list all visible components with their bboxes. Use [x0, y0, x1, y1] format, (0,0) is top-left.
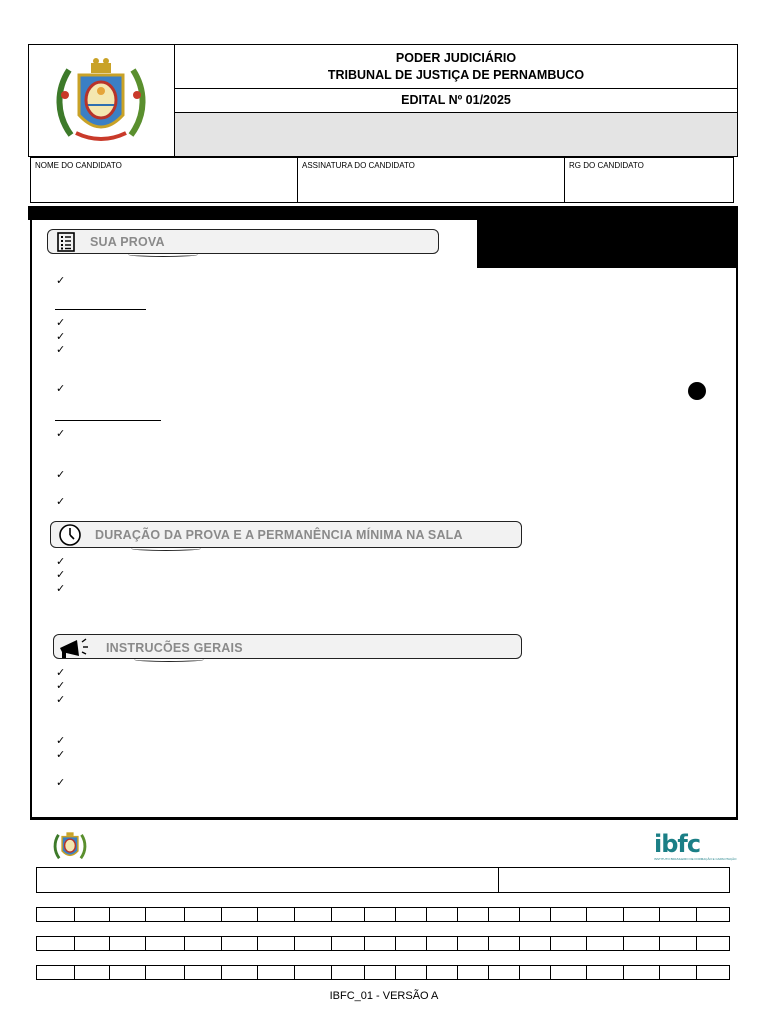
- grid-cell-divider: [488, 966, 489, 979]
- grid-cell-divider: [294, 908, 295, 921]
- ibfc-logo-text: ibfc: [654, 830, 701, 858]
- grid-cell-divider: [294, 966, 295, 979]
- section-tail: [131, 546, 201, 551]
- section-tail: [128, 252, 198, 257]
- section-duracao: [50, 521, 522, 548]
- check-icon: ✓: [56, 428, 66, 440]
- check-icon: ✓: [56, 680, 66, 692]
- check-icon: ✓: [56, 331, 66, 343]
- logo-cell: [28, 44, 175, 157]
- section-sua-prova: [47, 229, 439, 254]
- grid-cell-divider: [586, 908, 587, 921]
- grid-cell-divider: [696, 966, 697, 979]
- grid-cell-divider: [519, 966, 520, 979]
- ibfc-logo: [654, 830, 737, 864]
- grid-cell-divider: [331, 908, 332, 921]
- answer-grid-row[interactable]: [36, 907, 730, 922]
- section-sua-prova-label: SUA PROVA: [90, 235, 165, 249]
- megaphone-icon: [57, 636, 91, 660]
- section-instrucoes-label: INSTRUCÕES GERAIS: [106, 641, 243, 655]
- grid-cell-divider: [184, 966, 185, 979]
- grid-cell-divider: [586, 937, 587, 950]
- clock-icon: [58, 523, 82, 547]
- check-icon: ✓: [56, 694, 66, 706]
- candidate-rg-field[interactable]: [564, 157, 734, 203]
- court-power-title: PODER JUDICIÁRIO: [395, 51, 517, 65]
- grid-cell-divider: [331, 937, 332, 950]
- check-icon: ✓: [56, 344, 66, 356]
- title-cell: [174, 44, 738, 89]
- footer-field[interactable]: [36, 867, 730, 893]
- coat-of-arms-logo: [51, 55, 151, 147]
- grid-cell-divider: [74, 937, 75, 950]
- grid-cell-divider: [395, 966, 396, 979]
- grid-cell-divider: [488, 908, 489, 921]
- grid-cell-divider: [457, 937, 458, 950]
- grid-cell-divider: [426, 966, 427, 979]
- ibfc-tagline: INSTITUTO BRASILEIRO DE FORMAÇÃO E CAPACITAÇÃO: [654, 857, 737, 861]
- grid-cell-divider: [257, 908, 258, 921]
- grid-cell-divider: [395, 908, 396, 921]
- check-icon: ✓: [56, 275, 66, 287]
- answer-grid-row[interactable]: [36, 936, 730, 951]
- check-icon: ✓: [56, 569, 66, 581]
- grid-cell-divider: [659, 966, 660, 979]
- check-icon: ✓: [56, 749, 66, 761]
- section-duracao-label: DURAÇÃO DA PROVA E A PERMANÊNCIA MÍNIMA NA SALA: [95, 528, 463, 542]
- grid-cell-divider: [519, 908, 520, 921]
- gray-field: [174, 112, 738, 157]
- grid-cell-divider: [184, 908, 185, 921]
- grid-cell-divider: [550, 966, 551, 979]
- grid-cell-divider: [696, 937, 697, 950]
- bullet-dot: [688, 382, 706, 400]
- grid-cell-divider: [257, 966, 258, 979]
- edital-title: EDITAL Nº 01/2025: [174, 88, 738, 113]
- check-icon: ✓: [56, 496, 66, 508]
- grid-cell-divider: [586, 966, 587, 979]
- grid-cell-divider: [257, 937, 258, 950]
- grid-cell-divider: [623, 908, 624, 921]
- list-icon: [56, 232, 76, 252]
- version-code: IBFC_01 - VERSÃO A: [329, 990, 439, 1002]
- check-icon: ✓: [56, 383, 66, 395]
- grid-cell-divider: [221, 908, 222, 921]
- grid-cell-divider: [696, 908, 697, 921]
- check-icon: ✓: [56, 777, 66, 789]
- grid-cell-divider: [74, 966, 75, 979]
- grid-cell-divider: [550, 937, 551, 950]
- check-icon: ✓: [56, 317, 66, 329]
- check-icon: ✓: [56, 469, 66, 481]
- grid-cell-divider: [623, 966, 624, 979]
- grid-cell-divider: [550, 908, 551, 921]
- grid-cell-divider: [221, 937, 222, 950]
- court-name-title: TRIBUNAL DE JUSTIÇA DE PERNAMBUCO: [327, 68, 585, 82]
- grid-cell-divider: [331, 966, 332, 979]
- check-icon: ✓: [56, 556, 66, 568]
- grid-cell-divider: [294, 937, 295, 950]
- grid-cell-divider: [184, 937, 185, 950]
- grid-cell-divider: [109, 966, 110, 979]
- black-bar: [28, 206, 738, 220]
- grid-cell-divider: [426, 908, 427, 921]
- grid-cell-divider: [221, 966, 222, 979]
- section-tail: [134, 657, 204, 662]
- check-icon: ✓: [56, 583, 66, 595]
- candidate-signature-label: ASSINATURA DO CANDIDATO: [302, 161, 415, 170]
- instructions-frame: [30, 220, 738, 820]
- grid-cell-divider: [659, 937, 660, 950]
- candidate-signature-field[interactable]: [297, 157, 565, 203]
- grid-cell-divider: [623, 937, 624, 950]
- grid-cell-divider: [364, 966, 365, 979]
- grid-cell-divider: [457, 966, 458, 979]
- answer-grid-row[interactable]: [36, 965, 730, 980]
- check-icon: ✓: [56, 735, 66, 747]
- grid-cell-divider: [364, 937, 365, 950]
- candidate-name-label: NOME DO CANDIDATO: [35, 161, 122, 170]
- grid-cell-divider: [109, 937, 110, 950]
- coat-of-arms-small-logo: [52, 828, 88, 864]
- grid-cell-divider: [364, 908, 365, 921]
- grid-cell-divider: [109, 908, 110, 921]
- underline: [55, 420, 161, 421]
- grid-cell-divider: [519, 937, 520, 950]
- section-instrucoes: [53, 634, 522, 659]
- grid-cell-divider: [145, 966, 146, 979]
- footer-divider: [498, 867, 499, 893]
- grid-cell-divider: [74, 908, 75, 921]
- grid-cell-divider: [659, 908, 660, 921]
- grid-cell-divider: [426, 937, 427, 950]
- candidate-rg-label: RG DO CANDIDATO: [569, 161, 644, 170]
- grid-cell-divider: [395, 937, 396, 950]
- grid-cell-divider: [145, 908, 146, 921]
- grid-cell-divider: [145, 937, 146, 950]
- check-icon: ✓: [56, 667, 66, 679]
- grid-cell-divider: [457, 908, 458, 921]
- underline: [55, 309, 146, 310]
- candidate-name-field[interactable]: [30, 157, 298, 203]
- grid-cell-divider: [488, 937, 489, 950]
